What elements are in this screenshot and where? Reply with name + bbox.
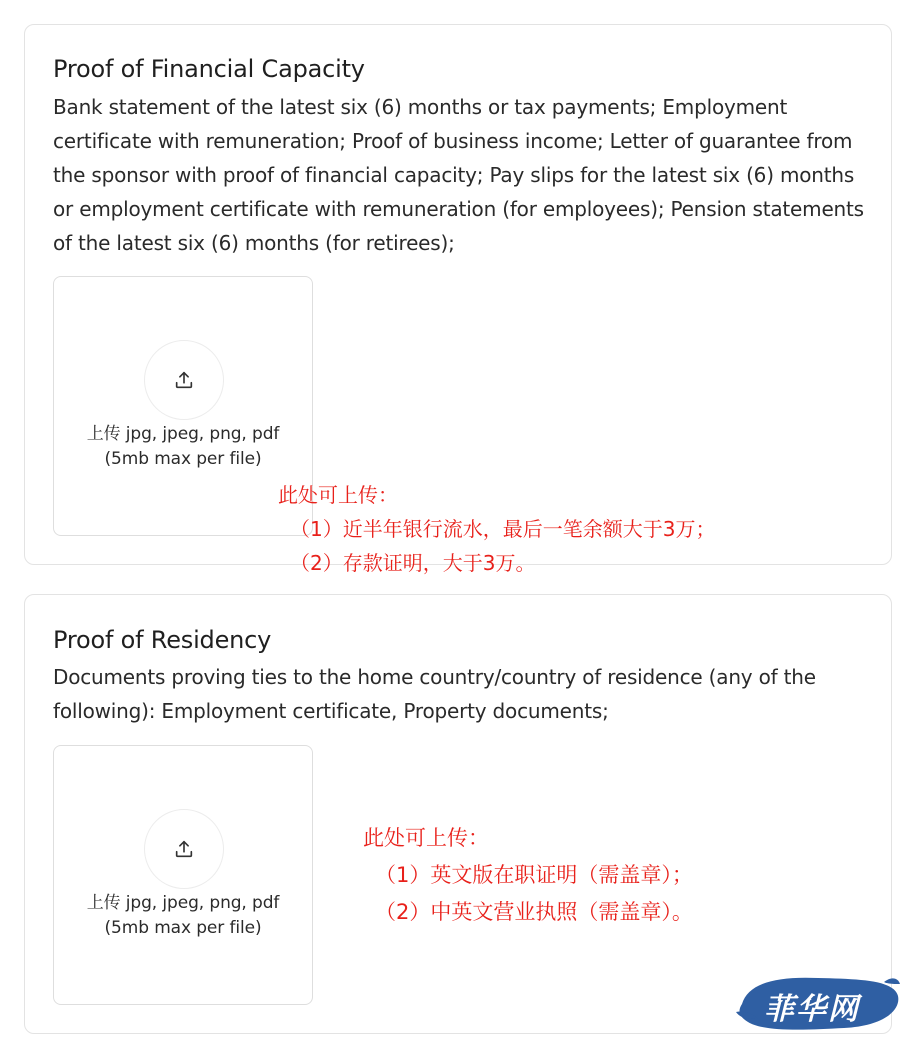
upload-icon (173, 838, 195, 860)
residency-annotation (363, 820, 693, 931)
residency-upload-button[interactable] (144, 809, 224, 889)
residency-card (24, 594, 892, 1034)
watermark-text: 菲华网 (764, 992, 860, 1027)
financial-annotation (278, 478, 715, 580)
financial-upload-dropzone[interactable] (53, 276, 313, 536)
residency-annotation-item-2: （2）中英文营业执照（需盖章）。 (375, 900, 693, 924)
financial-upload-hint (54, 422, 312, 472)
financial-annotation-item-2: （2）存款证明，大于3万。 (290, 551, 536, 575)
residency-annotation-heading: 此处可上传： (363, 826, 489, 850)
financial-annotation-heading: 此处可上传： (278, 483, 398, 507)
financial-annotation-item-1: （1）近半年银行流水，最后一笔余额大于3万； (290, 517, 716, 541)
financial-capacity-description: Bank statement of the latest six (6) months or tax payments; Employment certificate with remuneration; Proof of business income; Letter of guarantee from the sponsor with proof of financial capacity; Pay slips for the latest six (6) months or employment certificate with remuneration (for employees); Pension statements of the latest six (6) months (for retirees); (53, 95, 864, 255)
residency-upload-dropzone[interactable] (53, 745, 313, 1005)
financial-capacity-title: Proof of Financial Capacity (53, 55, 365, 83)
residency-title: Proof of Residency (53, 626, 272, 654)
financial-upload-button[interactable] (144, 340, 224, 420)
residency-annotation-item-1: （1）英文版在职证明（需盖章）； (375, 863, 693, 887)
upload-size-limit-label: (5mb max per file) (104, 918, 262, 938)
watermark-logo (734, 970, 902, 1036)
residency-upload-hint (54, 891, 312, 941)
upload-icon (173, 369, 195, 391)
upload-formats-label: 上传 jpg, jpeg, png, pdf (86, 893, 280, 913)
upload-formats-label: 上传 jpg, jpeg, png, pdf (86, 424, 280, 444)
upload-size-limit-label: (5mb max per file) (104, 449, 262, 469)
residency-description: Documents proving ties to the home country/country of residence (any of the following): Employment certificate, Property documents; (53, 665, 816, 723)
